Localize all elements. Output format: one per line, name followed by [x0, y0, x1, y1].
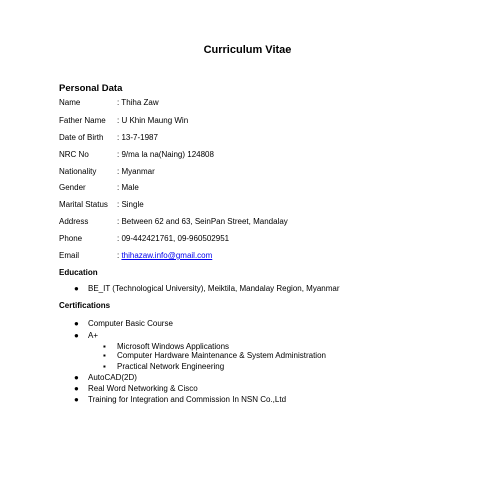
page-title: Curriculum Vitae [203, 44, 292, 56]
row-label: Father Name [59, 116, 106, 125]
certification-item-text: Computer Hardware Maintenance & System Administration [117, 351, 326, 360]
bullet-icon: ● [74, 284, 79, 293]
email-link[interactable]: thihazaw.info@gmail.com [121, 251, 213, 260]
certification-item-text: Computer Basic Course [88, 319, 173, 328]
row-value: : Myanmar [117, 167, 155, 176]
bullet-icon: ● [74, 319, 79, 328]
certification-item-text: AutoCAD(2D) [88, 373, 137, 382]
row-label: Gender [59, 183, 86, 192]
row-value: : Between 62 and 63, SeinPan Street, Mandalay [117, 217, 288, 226]
row-label: Marital Status [59, 200, 108, 209]
certification-item-text: Real Word Networking & Cisco [88, 384, 198, 393]
row-label: NRC No [59, 150, 89, 159]
certification-item-text: A+ [88, 331, 99, 340]
education-heading: Education [59, 268, 98, 277]
email-prefix: : [117, 251, 122, 260]
bullet-icon: ● [74, 384, 79, 393]
bullet-icon: ● [74, 331, 79, 340]
row-value: : 13-7-1987 [117, 133, 158, 142]
certification-item-text: Practical Network Engineering [117, 362, 225, 371]
row-value: : 09-442421761, 09-960502951 [117, 234, 230, 243]
row-value: : Single [117, 200, 144, 209]
row-label: Nationality [59, 167, 97, 176]
education-item-text: BE_IT (Technological University), Meiktila, Mandalay Region, Myanmar [88, 284, 340, 293]
certifications-heading: Certifications [59, 301, 111, 310]
square-bullet-icon: ▪ [103, 362, 106, 371]
row-value: : 9/ma la na(Naing) 124808 [117, 150, 214, 159]
row-value: : Thiha Zaw [117, 98, 159, 107]
row-label: Name [59, 98, 81, 107]
row-value: : Male [117, 183, 139, 192]
certification-item-text: Microsoft Windows Applications [117, 342, 230, 351]
square-bullet-icon: ▪ [103, 351, 106, 360]
bullet-icon: ● [74, 395, 79, 404]
square-bullet-icon: ▪ [103, 342, 106, 351]
row-label: Date of Birth [59, 133, 104, 142]
bullet-icon: ● [74, 373, 79, 382]
personal-data-heading: Personal Data [59, 83, 123, 94]
row-value [117, 250, 212, 262]
certification-item-text: Training for Integration and Commission In NSN Co.,Ltd [88, 395, 287, 404]
row-value: : U Khin Maung Win [117, 116, 189, 125]
row-label: Email [59, 251, 80, 260]
row-label: Phone [59, 234, 83, 243]
row-label: Address [59, 217, 89, 226]
